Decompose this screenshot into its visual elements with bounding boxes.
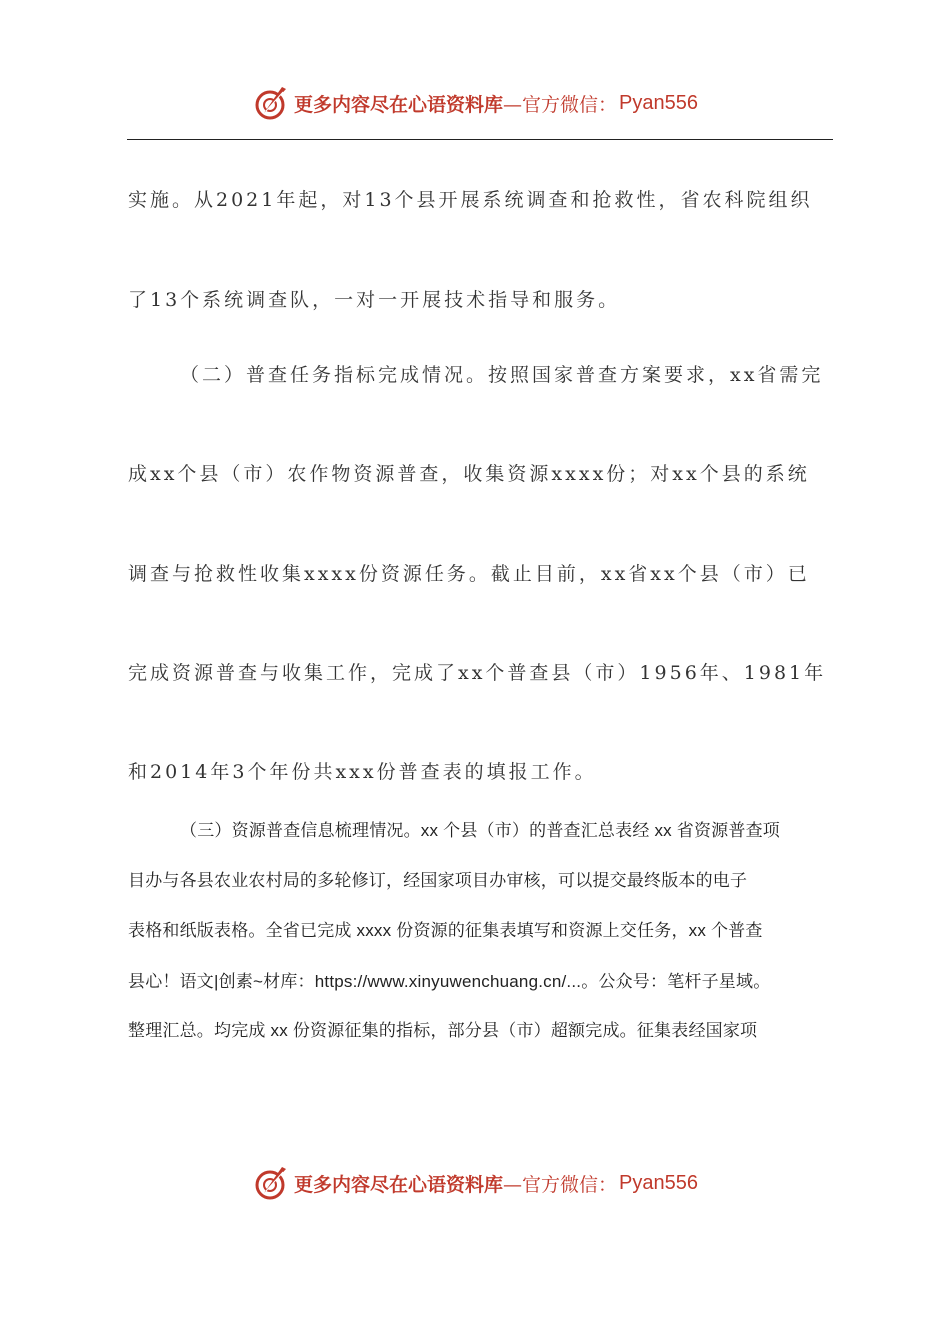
text-line: 县心！语文|创素~材库：https://www.xinyuwenchuang.cn/...。公众号：笔杆子星域。 bbox=[128, 972, 771, 991]
header-banner-main: 更多内容尽在心语资料库 bbox=[294, 93, 504, 116]
page-header bbox=[0, 78, 950, 128]
text-line: 实施。从2021年起，对13个县开展系统调查和抢救性，省农科院组织 bbox=[128, 189, 813, 211]
text-line: （三）资源普查信息梳理情况。xx 个县（市）的普查汇总表经 xx 省资源普查项 bbox=[180, 821, 780, 840]
text-line: 目办与各县农业农村局的多轮修订，经国家项目办审核，可以提交最终版本的电子 bbox=[128, 871, 748, 890]
quill-logo-icon bbox=[252, 83, 292, 123]
footer-banner bbox=[252, 1163, 698, 1203]
footer-banner-id: Pyan556 bbox=[619, 1171, 698, 1194]
header-divider bbox=[127, 139, 833, 140]
text-line: 了13个系统调查队，一对一开展技术指导和服务。 bbox=[128, 289, 621, 311]
text-line: 整理汇总。均完成 xx 份资源征集的指标，部分县（市）超额完成。征集表经国家项 bbox=[128, 1021, 758, 1040]
footer-banner-sub: —官方微信： bbox=[503, 1173, 618, 1196]
text-line: 成xx个县（市）农作物资源普查，收集资源xxxx份；对xx个县的系统 bbox=[128, 463, 810, 485]
text-line: 调查与抢救性收集xxxx份资源任务。截止目前，xx省xx个县（市）已 bbox=[128, 563, 810, 585]
page-footer bbox=[0, 1158, 950, 1208]
text-line: 和2014年3个年份共xxx份普查表的填报工作。 bbox=[128, 761, 597, 783]
footer-banner-main: 更多内容尽在心语资料库 bbox=[294, 1173, 504, 1196]
text-line: 完成资源普查与收集工作，完成了xx个普查县（市）1956年、1981年 bbox=[128, 662, 827, 684]
header-banner-id: Pyan556 bbox=[619, 91, 698, 114]
text-line: 表格和纸版表格。全省已完成 xxxx 份资源的征集表填写和资源上交任务，xx 个普查 bbox=[128, 921, 763, 940]
header-banner bbox=[252, 83, 698, 123]
text-line: （二）普查任务指标完成情况。按照国家普查方案要求，xx省需完 bbox=[180, 364, 824, 386]
quill-logo-icon bbox=[252, 1163, 292, 1203]
header-banner-sub: —官方微信： bbox=[503, 93, 618, 116]
